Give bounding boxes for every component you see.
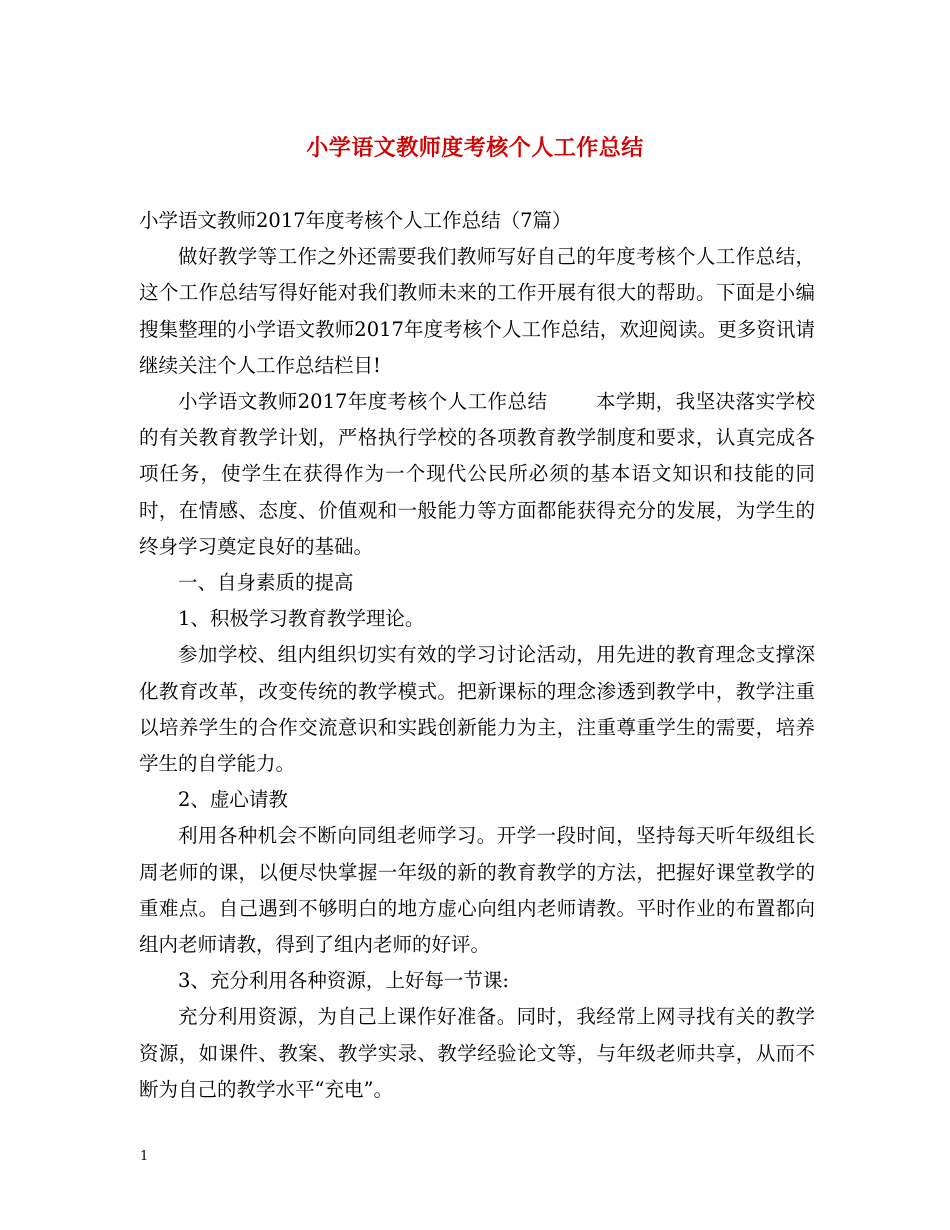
subtitle: 小学语文教师2017年度考核个人工作总结（7篇）	[139, 209, 572, 232]
item-1-paragraph: 参加学校、组内组织切实有效的学习讨论活动，用先进的教育理念支撑深化教育改革，改变传统的教学模式。把新课标的理念渗透到教学中，教学注重以培养学生的合作交流意识和实践创新能力为主，注重尊重学生的需要，培养学生的自学能力。	[139, 643, 815, 776]
page-number: 1	[140, 1149, 149, 1164]
article-heading: 小学语文教师2017年度考核个人工作总结	[178, 390, 548, 414]
item-3-heading: 3、充分利用各种资源，上好每一节课:	[178, 969, 509, 993]
document-title: 小学语文教师度考核个人工作总结	[306, 135, 644, 161]
intro-paragraph: 做好教学等工作之外还需要我们教师写好自己的年度考核个人工作总结，这个工作总结写得好能对我们教师未来的工作开展有很大的帮助。下面是小编搜集整理的小学语文教师2017年度考核个人工作总结，欢迎阅读。更多资讯请继续关注个人工作总结栏目!	[139, 245, 815, 377]
article-opening-text: 本学期，我坚决落实学校的有关教育教学计划，严格执行学校的各项教育教学制度和要求，认真完成各项任务，使学生在获得作为一个现代公民所必须的基本语文知识和技能的同时，在情感、态度、价值观和一般能力等方面都能获得充分的发展，为学生的终身学习奠定良好的基础。	[139, 390, 815, 558]
article-opening-paragraph	[139, 384, 815, 565]
document-body	[139, 203, 815, 1108]
item-1-heading: 1、积极学习教育教学理论。	[178, 607, 425, 631]
item-3-paragraph: 充分利用资源，为自己上课作好准备。同时，我经常上网寻找有关的教学资源，如课件、教案、教学实录、教学经验论文等，与年级老师共享，从而不断为自己的教学水平“充电”。	[139, 1005, 815, 1101]
item-2-heading: 2、虚心请教	[178, 788, 288, 812]
section-heading: 一、自身素质的提高	[178, 571, 354, 595]
item-2-paragraph: 利用各种机会不断向同组老师学习。开学一段时间，坚持每天听年级组长周老师的课，以便尽快掌握一年级的新的教育教学的方法，把握好课堂教学的重难点。自己遇到不够明白的地方虚心向组内老师请教。平时作业的布置都向组内老师请教，得到了组内老师的好评。	[139, 824, 815, 957]
